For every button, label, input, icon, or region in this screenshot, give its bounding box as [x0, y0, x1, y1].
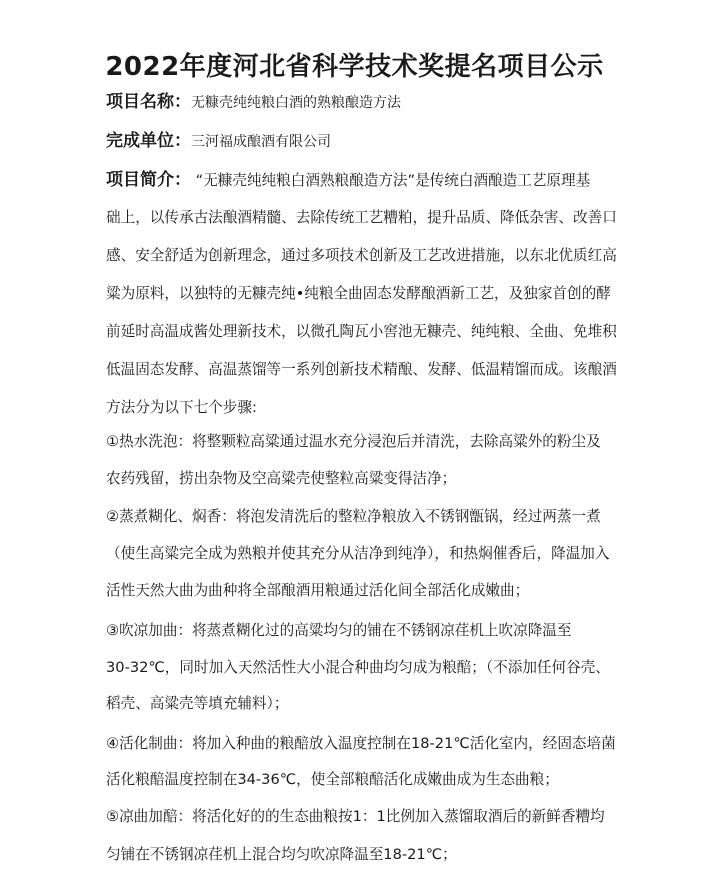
intro-line-7: 方法分为以下七个步骤: [106, 399, 257, 416]
step-line-5: 活性天然大曲为曲种将全部酿酒用粮通过活化间全部活化成嫩曲； [106, 582, 530, 599]
intro-line-5: 前延时高温成酱处理新技术，以微孔陶瓦小窖池无糠壳、纯纯粮、全曲、免堆积 [106, 323, 617, 340]
project-name-row [106, 90, 401, 115]
step-line-2: 农药残留，捞出杂物及空高粱壳使整粒高粱变得洁净； [106, 470, 457, 487]
step-line-12: 匀铺在不锈钢凉荏机上混合均匀吹凉降温至18-21℃； [106, 846, 457, 863]
project-name-label: 项目名称： [106, 92, 191, 112]
intro-line-1 [106, 169, 590, 192]
step-line-9: ④活化制曲：将加入种曲的粮醅放入温度控制在18-21℃活化室内，经固态培菌 [106, 735, 616, 752]
intro-line-4: 粱为原料，以独特的无糠壳纯•纯粮全曲固态发酵酿酒新工艺，及独家首创的酵 [106, 285, 611, 302]
unit-row [106, 129, 331, 154]
intro-line-3: 感、安全舒适为创新理念，通过多项技术创新及工艺改进措施，以东北优质红高 [106, 247, 617, 264]
step-line-4: （使生高粱完全成为熟粮并使其充分从洁净到纯净），和热焖催香后，降温加入 [106, 545, 610, 562]
intro-line-2: 础上，以传承古法酿酒精髓、去除传统工艺糟粕，提升品质、降低杂害、改善口 [106, 209, 617, 226]
unit-label: 完成单位： [106, 131, 191, 151]
document-title: 2022年度河北省科学技术奖提名项目公示 [105, 52, 604, 82]
step-line-3: ②蒸煮糊化、焖香：将泡发清洗后的整粒净粮放入不锈钢甑锅，经过两蒸一煮 [106, 508, 601, 525]
step-line-1: ①热水洗泡：将整颗粒高粱通过温水充分浸泡后并清洗，去除高粱外的粉尘及 [106, 433, 601, 450]
step-line-7: 30-32℃，同时加入天然活性大小混合种曲均匀成为粮醅；（不添加任何谷壳、 [106, 659, 610, 676]
step-line-10: 活化粮醅温度控制在34-36℃，使全部粮醅活化成嫩曲成为生态曲粮； [106, 771, 559, 788]
step-line-11: ⑤凉曲加醅：将活化好的的生态曲粮按1：1比例加入蒸馏取酒后的新鲜香糟均 [106, 808, 605, 825]
step-line-6: ③吹凉加曲：将蒸煮糊化过的高粱均匀的铺在不锈钢凉荏机上吹凉降温至 [106, 622, 572, 639]
intro-label: 项目简介： [106, 170, 191, 190]
project-name-value: 无糠壳纯纯粮白酒的熟粮酿造方法 [191, 95, 401, 111]
unit-value: 三河福成酿酒有限公司 [191, 134, 331, 150]
intro-text-1: “无糠壳纯纯粮白酒熟粮酿造方法”是传统白酒酿造工艺原理基 [195, 172, 591, 189]
step-line-8: 稻壳、高粱壳等填充辅料）； [106, 695, 289, 712]
intro-line-6: 低温固态发酵、高温蒸馏等一系列创新技术精酿、发酵、低温精馏而成。该酿酒 [106, 361, 617, 378]
